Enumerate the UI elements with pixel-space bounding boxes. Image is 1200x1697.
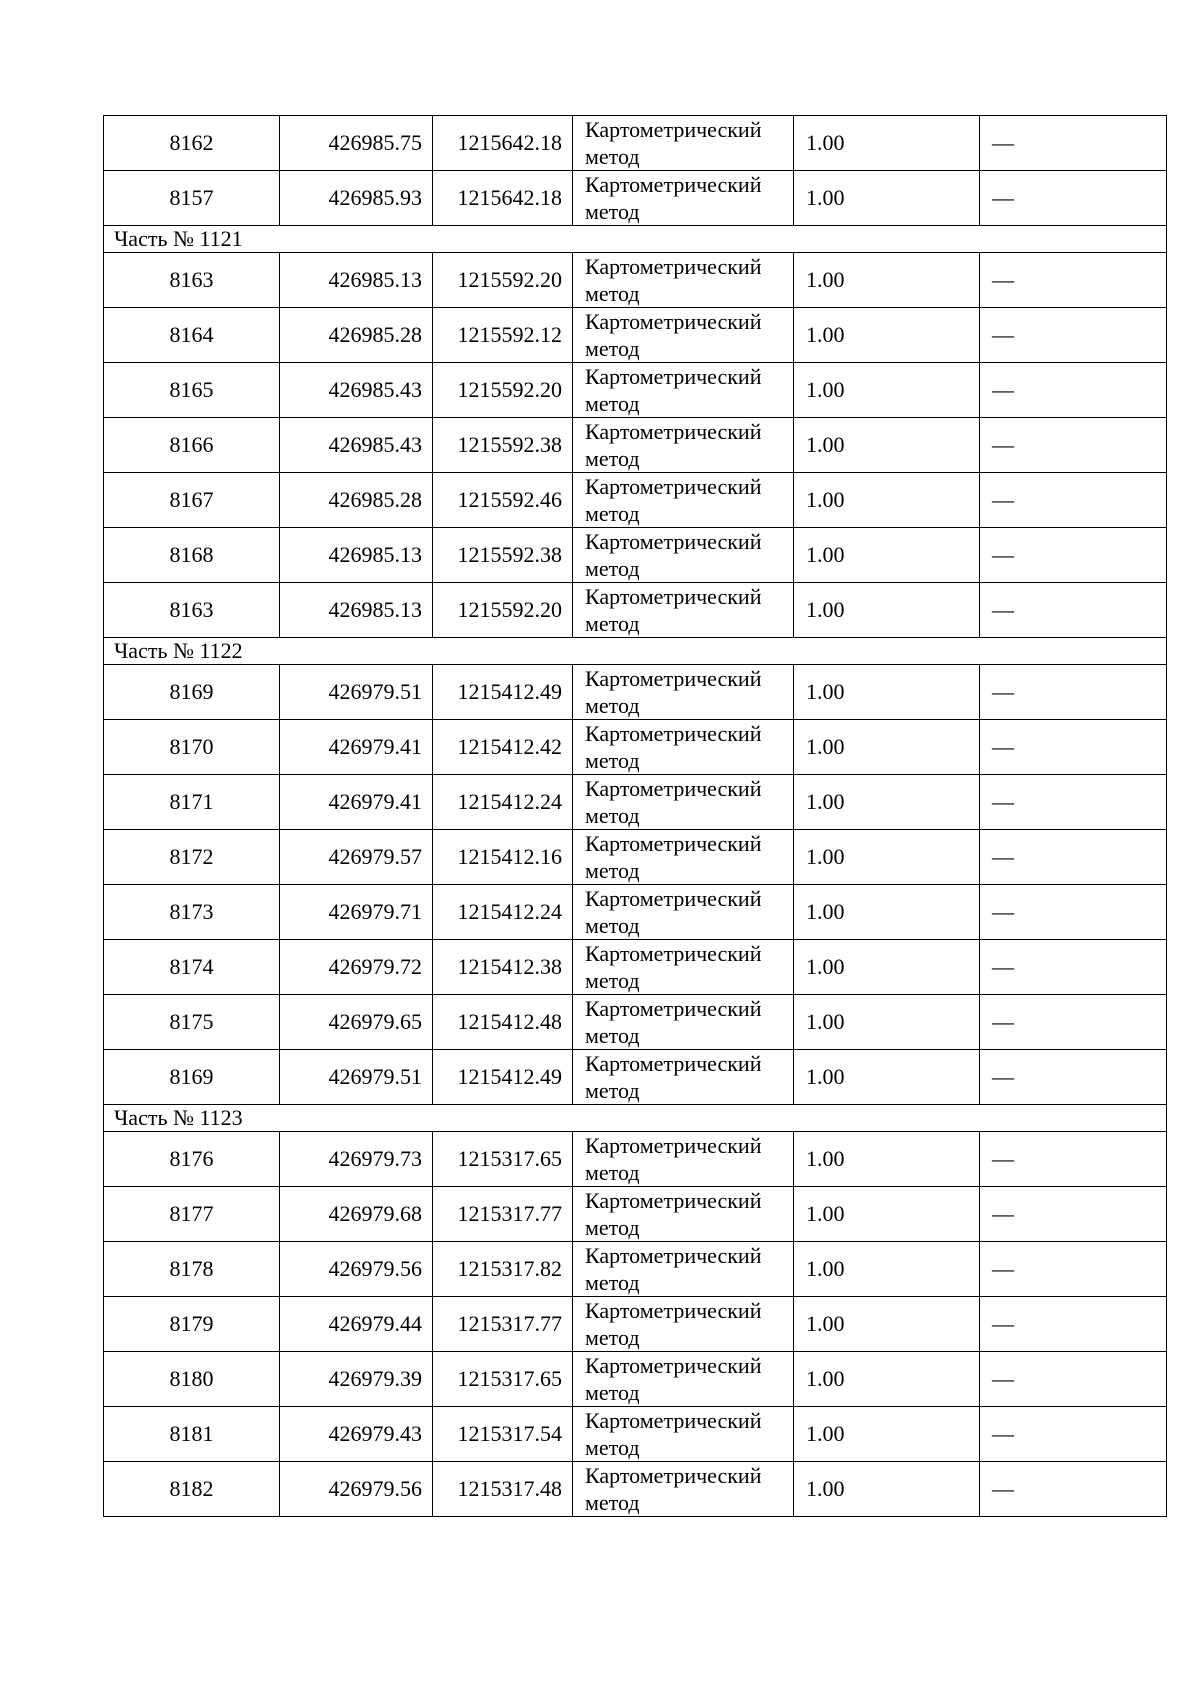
- point-number-cell: 8175: [104, 995, 280, 1050]
- y-coordinate-cell: 1215642.18: [433, 171, 573, 226]
- method-cell: Картометрический метод: [573, 830, 794, 885]
- description-cell: —: [980, 1050, 1167, 1105]
- method-cell: Картометрический метод: [573, 253, 794, 308]
- y-coordinate-cell: 1215412.48: [433, 995, 573, 1050]
- accuracy-cell: 1.00: [794, 116, 980, 171]
- table-row: [104, 528, 1167, 583]
- description-cell: —: [980, 1297, 1167, 1352]
- x-coordinate-cell: 426979.57: [280, 830, 433, 885]
- x-coordinate-cell: 426979.44: [280, 1297, 433, 1352]
- accuracy-cell: 1.00: [794, 940, 980, 995]
- description-cell: —: [980, 1462, 1167, 1517]
- table-row: [104, 363, 1167, 418]
- description-cell: —: [980, 830, 1167, 885]
- table-row: [104, 775, 1167, 830]
- x-coordinate-cell: 426985.13: [280, 528, 433, 583]
- point-number-cell: 8182: [104, 1462, 280, 1517]
- description-cell: —: [980, 665, 1167, 720]
- accuracy-cell: 1.00: [794, 1132, 980, 1187]
- method-cell: Картометрический метод: [573, 473, 794, 528]
- description-cell: —: [980, 363, 1167, 418]
- accuracy-cell: 1.00: [794, 473, 980, 528]
- method-cell: Картометрический метод: [573, 583, 794, 638]
- x-coordinate-cell: 426985.13: [280, 253, 433, 308]
- point-number-cell: 8163: [104, 583, 280, 638]
- table-row: [104, 583, 1167, 638]
- description-cell: —: [980, 1407, 1167, 1462]
- method-cell: Картометрический метод: [573, 1462, 794, 1517]
- point-number-cell: 8170: [104, 720, 280, 775]
- description-cell: —: [980, 116, 1167, 171]
- method-cell: Картометрический метод: [573, 940, 794, 995]
- accuracy-cell: 1.00: [794, 418, 980, 473]
- description-cell: —: [980, 995, 1167, 1050]
- method-cell: Картометрический метод: [573, 1187, 794, 1242]
- y-coordinate-cell: 1215317.77: [433, 1297, 573, 1352]
- point-number-cell: 8171: [104, 775, 280, 830]
- section-label: Часть № 1121: [104, 226, 1167, 253]
- y-coordinate-cell: 1215412.24: [433, 775, 573, 830]
- description-cell: —: [980, 528, 1167, 583]
- table-row: [104, 1407, 1167, 1462]
- y-coordinate-cell: 1215592.20: [433, 363, 573, 418]
- table-row: [104, 418, 1167, 473]
- y-coordinate-cell: 1215592.20: [433, 253, 573, 308]
- x-coordinate-cell: 426979.51: [280, 1050, 433, 1105]
- description-cell: —: [980, 885, 1167, 940]
- accuracy-cell: 1.00: [794, 1050, 980, 1105]
- accuracy-cell: 1.00: [794, 1462, 980, 1517]
- method-cell: Картометрический метод: [573, 1407, 794, 1462]
- accuracy-cell: 1.00: [794, 1407, 980, 1462]
- table-row: [104, 1187, 1167, 1242]
- y-coordinate-cell: 1215642.18: [433, 116, 573, 171]
- table-row: [104, 473, 1167, 528]
- description-cell: —: [980, 1187, 1167, 1242]
- table-row: [104, 940, 1167, 995]
- point-number-cell: 8177: [104, 1187, 280, 1242]
- point-number-cell: 8180: [104, 1352, 280, 1407]
- x-coordinate-cell: 426979.56: [280, 1462, 433, 1517]
- coordinates-table-body: [104, 116, 1167, 1517]
- y-coordinate-cell: 1215412.49: [433, 1050, 573, 1105]
- point-number-cell: 8179: [104, 1297, 280, 1352]
- description-cell: —: [980, 720, 1167, 775]
- method-cell: Картометрический метод: [573, 885, 794, 940]
- accuracy-cell: 1.00: [794, 528, 980, 583]
- table-row: [104, 1462, 1167, 1517]
- description-cell: —: [980, 1352, 1167, 1407]
- accuracy-cell: 1.00: [794, 171, 980, 226]
- method-cell: Картометрический метод: [573, 1352, 794, 1407]
- accuracy-cell: 1.00: [794, 720, 980, 775]
- table-row: [104, 885, 1167, 940]
- x-coordinate-cell: 426979.65: [280, 995, 433, 1050]
- description-cell: —: [980, 418, 1167, 473]
- description-cell: —: [980, 473, 1167, 528]
- x-coordinate-cell: 426979.39: [280, 1352, 433, 1407]
- method-cell: Картометрический метод: [573, 995, 794, 1050]
- point-number-cell: 8169: [104, 1050, 280, 1105]
- x-coordinate-cell: 426979.43: [280, 1407, 433, 1462]
- y-coordinate-cell: 1215592.20: [433, 583, 573, 638]
- accuracy-cell: 1.00: [794, 253, 980, 308]
- accuracy-cell: 1.00: [794, 885, 980, 940]
- table-row: [104, 1050, 1167, 1105]
- point-number-cell: 8168: [104, 528, 280, 583]
- method-cell: Картометрический метод: [573, 363, 794, 418]
- y-coordinate-cell: 1215317.54: [433, 1407, 573, 1462]
- x-coordinate-cell: 426979.73: [280, 1132, 433, 1187]
- point-number-cell: 8173: [104, 885, 280, 940]
- table-row: [104, 253, 1167, 308]
- table-row: [104, 308, 1167, 363]
- y-coordinate-cell: 1215412.49: [433, 665, 573, 720]
- method-cell: Картометрический метод: [573, 720, 794, 775]
- y-coordinate-cell: 1215412.24: [433, 885, 573, 940]
- accuracy-cell: 1.00: [794, 1187, 980, 1242]
- x-coordinate-cell: 426985.28: [280, 308, 433, 363]
- x-coordinate-cell: 426985.43: [280, 418, 433, 473]
- y-coordinate-cell: 1215592.38: [433, 418, 573, 473]
- method-cell: Картометрический метод: [573, 418, 794, 473]
- point-number-cell: 8167: [104, 473, 280, 528]
- y-coordinate-cell: 1215592.38: [433, 528, 573, 583]
- method-cell: Картометрический метод: [573, 1050, 794, 1105]
- y-coordinate-cell: 1215412.16: [433, 830, 573, 885]
- y-coordinate-cell: 1215592.12: [433, 308, 573, 363]
- table-row: [104, 1352, 1167, 1407]
- table-row: [104, 830, 1167, 885]
- description-cell: —: [980, 775, 1167, 830]
- point-number-cell: 8157: [104, 171, 280, 226]
- accuracy-cell: 1.00: [794, 1297, 980, 1352]
- section-header-row: [104, 638, 1167, 665]
- description-cell: —: [980, 940, 1167, 995]
- method-cell: Картометрический метод: [573, 1242, 794, 1297]
- method-cell: Картометрический метод: [573, 1132, 794, 1187]
- description-cell: —: [980, 1242, 1167, 1297]
- point-number-cell: 8169: [104, 665, 280, 720]
- table-row: [104, 1297, 1167, 1352]
- x-coordinate-cell: 426979.41: [280, 720, 433, 775]
- accuracy-cell: 1.00: [794, 665, 980, 720]
- y-coordinate-cell: 1215317.65: [433, 1132, 573, 1187]
- section-label: Часть № 1123: [104, 1105, 1167, 1132]
- point-number-cell: 8181: [104, 1407, 280, 1462]
- table-row: [104, 720, 1167, 775]
- accuracy-cell: 1.00: [794, 583, 980, 638]
- point-number-cell: 8164: [104, 308, 280, 363]
- x-coordinate-cell: 426979.72: [280, 940, 433, 995]
- y-coordinate-cell: 1215317.77: [433, 1187, 573, 1242]
- x-coordinate-cell: 426979.68: [280, 1187, 433, 1242]
- y-coordinate-cell: 1215317.82: [433, 1242, 573, 1297]
- table-row: [104, 171, 1167, 226]
- y-coordinate-cell: 1215412.42: [433, 720, 573, 775]
- x-coordinate-cell: 426979.71: [280, 885, 433, 940]
- description-cell: —: [980, 171, 1167, 226]
- accuracy-cell: 1.00: [794, 830, 980, 885]
- point-number-cell: 8163: [104, 253, 280, 308]
- section-header-row: [104, 226, 1167, 253]
- section-header-row: [104, 1105, 1167, 1132]
- x-coordinate-cell: 426985.75: [280, 116, 433, 171]
- method-cell: Картометрический метод: [573, 665, 794, 720]
- method-cell: Картометрический метод: [573, 775, 794, 830]
- y-coordinate-cell: 1215592.46: [433, 473, 573, 528]
- method-cell: Картометрический метод: [573, 308, 794, 363]
- y-coordinate-cell: 1215412.38: [433, 940, 573, 995]
- accuracy-cell: 1.00: [794, 1352, 980, 1407]
- table-row: [104, 116, 1167, 171]
- accuracy-cell: 1.00: [794, 1242, 980, 1297]
- description-cell: —: [980, 583, 1167, 638]
- accuracy-cell: 1.00: [794, 775, 980, 830]
- description-cell: —: [980, 1132, 1167, 1187]
- point-number-cell: 8162: [104, 116, 280, 171]
- x-coordinate-cell: 426979.51: [280, 665, 433, 720]
- table-row: [104, 1242, 1167, 1297]
- x-coordinate-cell: 426985.93: [280, 171, 433, 226]
- point-number-cell: 8174: [104, 940, 280, 995]
- point-number-cell: 8176: [104, 1132, 280, 1187]
- x-coordinate-cell: 426979.56: [280, 1242, 433, 1297]
- accuracy-cell: 1.00: [794, 308, 980, 363]
- description-cell: —: [980, 253, 1167, 308]
- accuracy-cell: 1.00: [794, 363, 980, 418]
- y-coordinate-cell: 1215317.65: [433, 1352, 573, 1407]
- table-row: [104, 665, 1167, 720]
- point-number-cell: 8178: [104, 1242, 280, 1297]
- x-coordinate-cell: 426985.43: [280, 363, 433, 418]
- table-row: [104, 995, 1167, 1050]
- point-number-cell: 8166: [104, 418, 280, 473]
- x-coordinate-cell: 426985.13: [280, 583, 433, 638]
- method-cell: Картометрический метод: [573, 1297, 794, 1352]
- method-cell: Картометрический метод: [573, 528, 794, 583]
- method-cell: Картометрический метод: [573, 116, 794, 171]
- accuracy-cell: 1.00: [794, 995, 980, 1050]
- coordinates-table: [103, 115, 1167, 1517]
- x-coordinate-cell: 426985.28: [280, 473, 433, 528]
- point-number-cell: 8165: [104, 363, 280, 418]
- y-coordinate-cell: 1215317.48: [433, 1462, 573, 1517]
- point-number-cell: 8172: [104, 830, 280, 885]
- method-cell: Картометрический метод: [573, 171, 794, 226]
- section-label: Часть № 1122: [104, 638, 1167, 665]
- x-coordinate-cell: 426979.41: [280, 775, 433, 830]
- table-row: [104, 1132, 1167, 1187]
- description-cell: —: [980, 308, 1167, 363]
